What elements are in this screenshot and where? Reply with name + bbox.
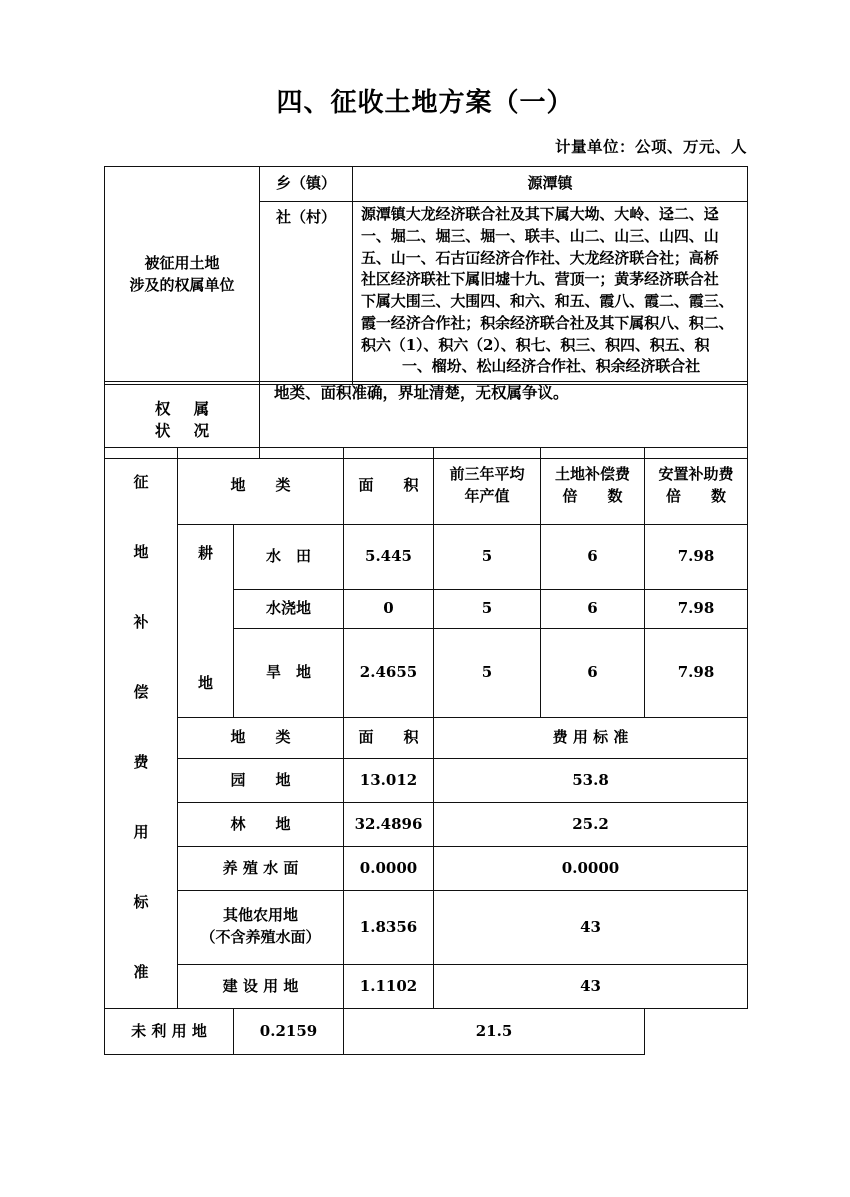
area-cell: 32.4896	[344, 803, 434, 847]
header-resettlement-multiplier: 安置补助费 倍 数	[645, 448, 748, 525]
header2-area: 面 积	[344, 718, 434, 759]
vlabel-char: 征	[133, 473, 149, 492]
village-line: 社区经济联社下属旧墟十九、营顶一；黄茅经济联合社	[361, 270, 719, 289]
header-avg-yield: 前三年平均 年产值	[434, 448, 541, 525]
header-area: 面 积	[344, 448, 434, 525]
vlabel-char: 补	[133, 613, 149, 632]
vlabel-char: 用	[133, 823, 149, 842]
status-label-line1: 权 属	[154, 398, 210, 418]
status-label-line2: 状 况	[154, 421, 210, 440]
table-row	[105, 759, 748, 803]
area-cell: 13.012	[344, 759, 434, 803]
village-line: 一、榴坋、松山经济合作社、积余经济联合社	[401, 357, 700, 376]
table-row	[105, 803, 748, 847]
vertical-section-label	[105, 448, 178, 1009]
area-cell: 0	[344, 590, 434, 629]
fee-cell: 0.0000	[434, 847, 748, 891]
land-type-cell: 建 设 用 地	[178, 965, 344, 1009]
land-type-cell: 林 地	[178, 803, 344, 847]
village-line: 下属大围三、大围四、和六、和五、霞八、霞二、霞三、	[361, 292, 734, 310]
land-multiplier-cell: 6	[541, 629, 645, 718]
vlabel-char: 耕	[197, 544, 213, 562]
land-type-cell: 其他农用地 （不含养殖水面）	[178, 891, 344, 965]
village-line: 积六（1）、积六（2）、积七、积三、积四、积五、积	[361, 335, 710, 354]
table-header-row	[105, 448, 748, 525]
land-type-cell: 未 利 用 地	[105, 1009, 234, 1055]
cultivated-land-vertical-label	[178, 525, 234, 718]
vlabel-char: 地	[133, 543, 149, 562]
header-land-type: 地 类	[178, 448, 344, 525]
table-row	[105, 525, 748, 590]
ownership-units-table	[104, 166, 748, 385]
land-type-cell: 养 殖 水 面	[178, 847, 344, 891]
header-land-compensation-multiplier: 土地补偿费 倍 数	[541, 448, 645, 525]
table-row	[105, 847, 748, 891]
fee-cell: 21.5	[344, 1009, 645, 1055]
table-row	[105, 965, 748, 1009]
vlabel-char: 准	[133, 963, 149, 982]
township-label-cell: 乡（镇）	[260, 167, 353, 202]
village-label-cell: 社（村）	[260, 202, 353, 385]
table-row	[105, 1009, 748, 1055]
area-cell: 0.2159	[234, 1009, 344, 1055]
status-text-cell: 地类、面积准确，界址清楚，无权属争议。	[260, 382, 748, 459]
fee-cell: 53.8	[434, 759, 748, 803]
measurement-unit-note: 计量单位：公项、万元、人	[554, 137, 747, 156]
area-cell: 1.1102	[344, 965, 434, 1009]
land-multiplier-cell: 6	[541, 525, 645, 590]
yield-cell: 5	[434, 629, 541, 718]
table-row	[105, 167, 748, 202]
village-line: 五、山一、石古冚经济合作社、大龙经济联合社；高桥	[361, 248, 719, 267]
land-multiplier-cell: 6	[541, 590, 645, 629]
header2-fee-standard: 费 用 标 准	[434, 718, 748, 759]
fee-cell: 43	[434, 891, 748, 965]
resettle-multiplier-cell: 7.98	[645, 590, 748, 629]
table-row	[105, 891, 748, 965]
land-type-cell: 水 田	[234, 525, 344, 590]
resettle-multiplier-cell: 7.98	[645, 629, 748, 718]
page-title: 四、征收土地方案（一）	[276, 88, 574, 118]
yield-cell: 5	[434, 525, 541, 590]
yield-cell: 5	[434, 590, 541, 629]
area-cell: 2.4655	[344, 629, 434, 718]
fee-cell: 25.2	[434, 803, 748, 847]
vlabel-char: 偿	[133, 683, 149, 702]
compensation-standard-table	[104, 447, 748, 1055]
fee-cell: 43	[434, 965, 748, 1009]
vlabel-char: 地	[197, 674, 213, 693]
village-units-cell	[353, 202, 748, 385]
area-cell: 0.0000	[344, 847, 434, 891]
land-type-cell: 旱 地	[234, 629, 344, 718]
table-header-row	[105, 718, 748, 759]
ownership-label-line1: 被征用土地	[144, 254, 220, 273]
village-line: 一、堀二、堀三、堀一、联丰、山二、山三、山四、山	[361, 226, 719, 245]
area-cell: 5.445	[344, 525, 434, 590]
resettle-multiplier-cell: 7.98	[645, 525, 748, 590]
land-type-cell: 园 地	[178, 759, 344, 803]
header2-land-type: 地 类	[178, 718, 344, 759]
vlabel-char: 费	[133, 753, 149, 772]
vlabel-char: 标	[133, 893, 149, 912]
ownership-label-line2: 涉及的权属单位	[129, 276, 235, 294]
village-line: 源潭镇大龙经济联合社及其下属大坳、大岭、迳二、迳	[361, 205, 719, 223]
township-value-cell: 源潭镇	[353, 167, 748, 202]
land-type-cell: 水浇地	[234, 590, 344, 629]
ownership-row-label	[105, 167, 260, 385]
village-line: 霞一经济合作社；积余经济联合社及其下属积八、积二、	[361, 313, 734, 332]
area-cell: 1.8356	[344, 891, 434, 965]
